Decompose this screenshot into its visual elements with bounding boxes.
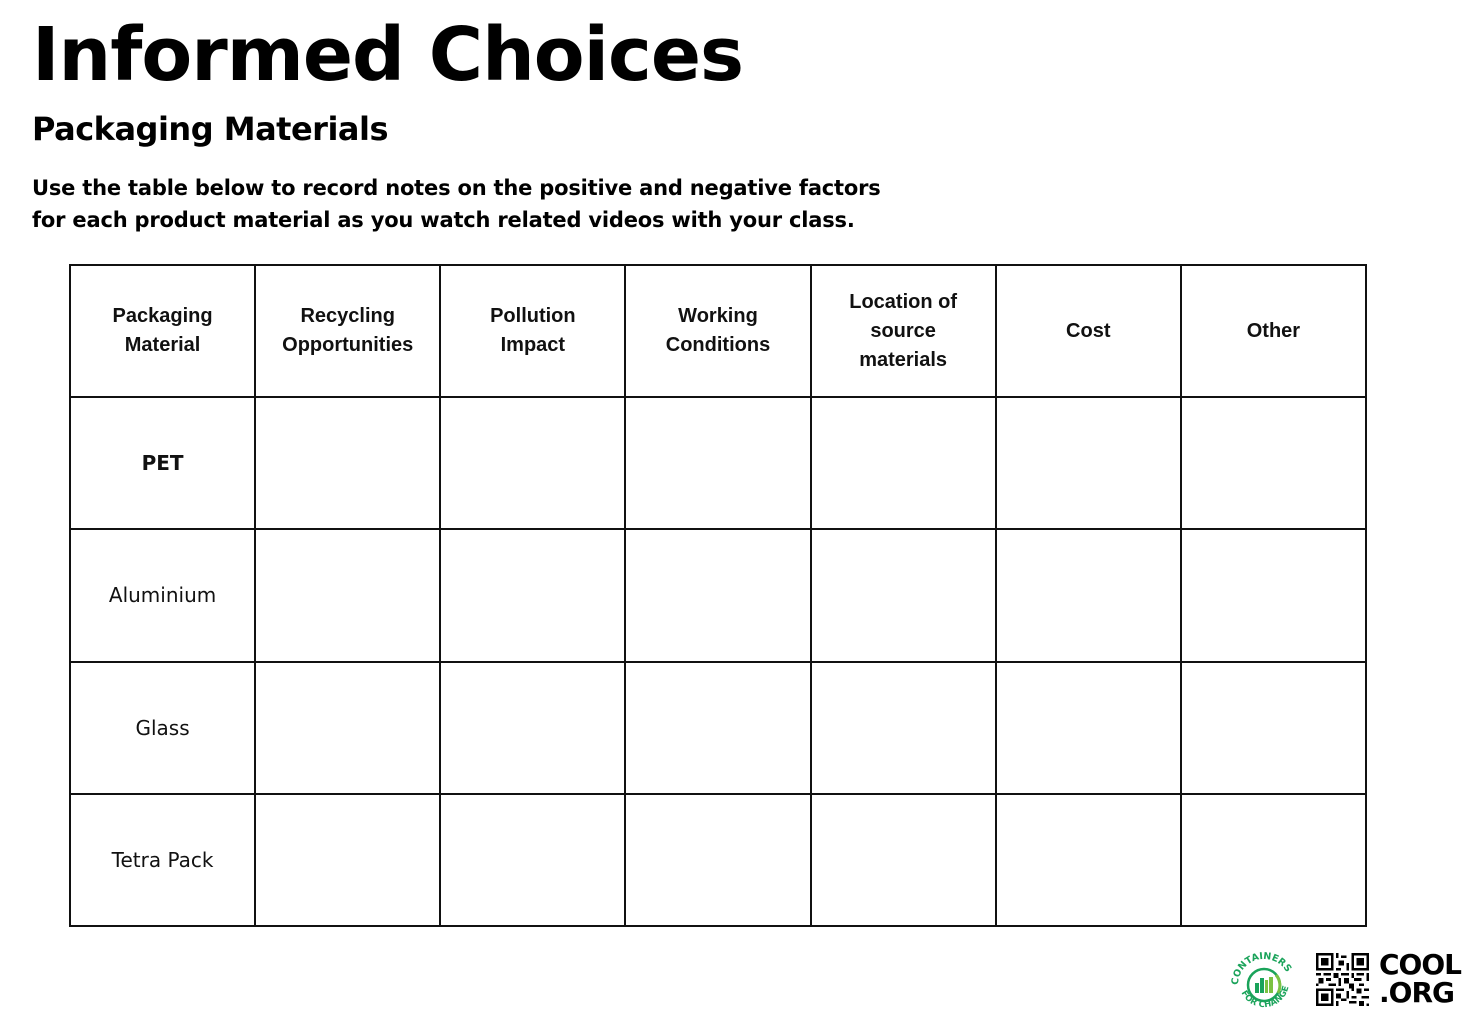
notes-cell[interactable] (255, 397, 440, 529)
containers-for-change-logo-icon (1228, 945, 1300, 1017)
notes-cell[interactable] (625, 794, 810, 926)
notes-cell[interactable] (625, 662, 810, 794)
notes-cell[interactable] (1181, 397, 1366, 529)
notes-cell[interactable] (996, 397, 1181, 529)
notes-table (69, 264, 1367, 927)
notes-cell[interactable] (625, 397, 810, 529)
qr-code-icon[interactable] (1316, 953, 1369, 1006)
svg-text:FOR CHANGE: FOR CHANGE (1238, 984, 1292, 1011)
notes-cell[interactable] (440, 397, 625, 529)
cool-logo-line-2: .ORG (1379, 976, 1454, 1009)
cool-logo-line-1: COOL (1379, 948, 1461, 981)
column-header-working-conditions: Working Conditions (625, 265, 810, 397)
notes-cell[interactable] (1181, 662, 1366, 794)
column-header-location-of-source-materials: Location of source materials (811, 265, 996, 397)
row-label-glass: Glass (70, 662, 255, 794)
cool-org-logo-icon (1379, 948, 1461, 1011)
svg-text:CONTAINERS: CONTAINERS (1229, 950, 1294, 986)
table-row-glass (70, 662, 1366, 794)
notes-cell[interactable] (996, 662, 1181, 794)
notes-cell[interactable] (811, 529, 996, 661)
notes-cell[interactable] (255, 529, 440, 661)
notes-cell[interactable] (440, 794, 625, 926)
table-row-pet (70, 397, 1366, 529)
notes-cell[interactable] (440, 529, 625, 661)
column-header-packaging-material: Packaging Material (70, 265, 255, 397)
row-label-aluminium: Aluminium (70, 529, 255, 661)
notes-cell[interactable] (1181, 794, 1366, 926)
page-subtitle: Packaging Materials (32, 110, 389, 148)
notes-cell[interactable] (1181, 529, 1366, 661)
instructions-line-1: Use the table below to record notes on the positive and negative factors (32, 176, 881, 200)
notes-cell[interactable] (440, 662, 625, 794)
footer-logos (1228, 945, 1463, 1017)
notes-cell[interactable] (811, 794, 996, 926)
notes-cell[interactable] (625, 529, 810, 661)
column-header-other: Other (1181, 265, 1366, 397)
row-label-pet: PET (70, 397, 255, 529)
row-label-tetra-pack: Tetra Pack (70, 794, 255, 926)
notes-cell[interactable] (255, 662, 440, 794)
instructions-line-2: for each product material as you watch related videos with your class. (32, 208, 855, 232)
instructions (32, 172, 932, 236)
notes-cell[interactable] (811, 662, 996, 794)
table-row-tetra-pack (70, 794, 1366, 926)
notes-cell[interactable] (811, 397, 996, 529)
notes-cell[interactable] (996, 529, 1181, 661)
table-row-aluminium (70, 529, 1366, 661)
column-header-cost: Cost (996, 265, 1181, 397)
page-title: Informed Choices (32, 12, 744, 98)
notes-cell[interactable] (255, 794, 440, 926)
header-row (70, 265, 1366, 397)
notes-cell[interactable] (996, 794, 1181, 926)
column-header-recycling-opportunities: Recycling Opportunities (255, 265, 440, 397)
column-header-pollution-impact: Pollution Impact (440, 265, 625, 397)
